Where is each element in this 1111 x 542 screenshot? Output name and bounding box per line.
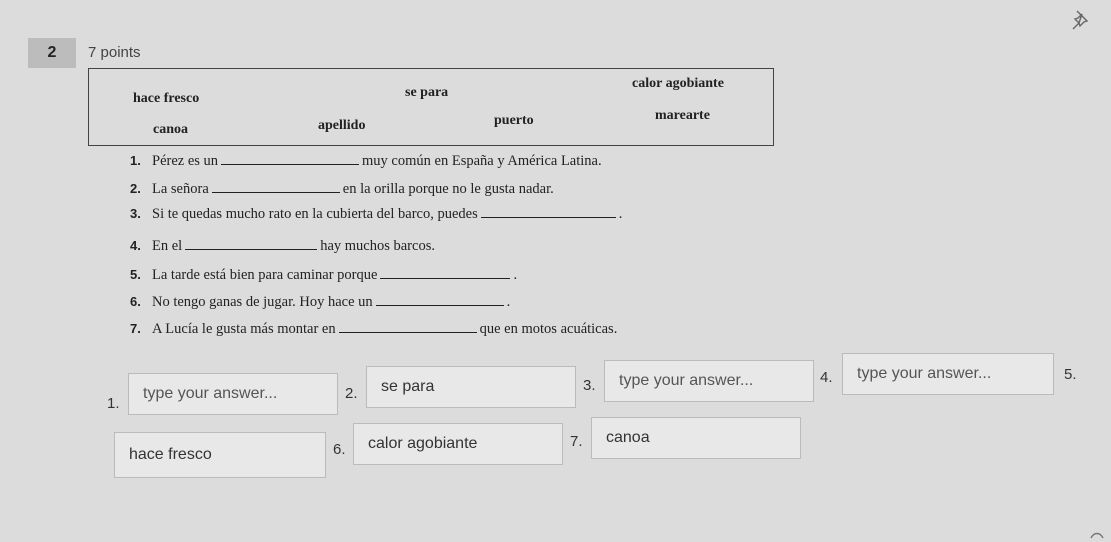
answer-label-6: 6. — [333, 441, 346, 458]
word-bank-item: se para — [405, 85, 449, 100]
sentence-blank — [212, 180, 340, 193]
sentence-4 — [130, 237, 435, 255]
word-bank-item: puerto — [494, 113, 534, 128]
sentence-text: La tarde está bien para caminar porque — [152, 267, 378, 283]
answer-label-4: 4. — [820, 369, 833, 386]
answer-label-3: 3. — [583, 377, 596, 394]
pin-icon — [1088, 524, 1106, 542]
sentence-text: . — [506, 294, 511, 310]
sentence-text: hay muchos barcos. — [320, 238, 435, 254]
sentence-number: 5. — [130, 267, 141, 282]
sentence-text: En el — [152, 238, 183, 254]
word-bank-item: canoa — [153, 122, 188, 137]
answer-input-6[interactable]: calor agobiante — [353, 423, 563, 465]
question-number: 2 — [28, 38, 76, 68]
sentence-number: 6. — [130, 294, 141, 309]
word-bank-item: apellido — [318, 118, 366, 133]
sentence-text: La señora — [152, 181, 209, 197]
sentence-blank — [481, 205, 616, 218]
sentence-2 — [130, 180, 554, 198]
answer-input-2[interactable]: se para — [366, 366, 576, 408]
sentence-text: Pérez es un — [152, 153, 219, 169]
sentence-blank — [376, 293, 504, 306]
sentence-blank — [380, 266, 510, 279]
answer-input-3[interactable]: type your answer... — [604, 360, 814, 402]
question-points: 7 points — [88, 44, 141, 61]
sentence-1 — [130, 152, 602, 170]
sentence-number: 7. — [130, 321, 141, 336]
word-bank-item: marearte — [655, 108, 710, 123]
sentence-text: A Lucía le gusta más montar en — [152, 321, 336, 337]
sentence-number: 3. — [130, 206, 141, 221]
answer-label-1: 1. — [107, 395, 120, 412]
sentence-blank — [185, 237, 317, 250]
answer-label-7: 7. — [570, 433, 583, 450]
sentence-blank — [221, 152, 359, 165]
sentence-text: que en motos acuáticas. — [479, 321, 618, 337]
answer-input-5[interactable]: hace fresco — [114, 432, 326, 478]
answer-label-2: 2. — [345, 385, 358, 402]
sentence-5 — [130, 266, 517, 284]
sentence-blank — [339, 320, 477, 333]
sentence-6 — [130, 293, 510, 311]
sentence-number: 1. — [130, 153, 141, 168]
sentence-text: muy común en España y América Latina. — [362, 153, 602, 169]
word-bank-item: calor agobiante — [632, 76, 724, 91]
sentence-text: . — [618, 206, 623, 222]
sentence-number: 2. — [130, 181, 141, 196]
answer-input-7[interactable]: canoa — [591, 417, 801, 459]
sentence-number: 4. — [130, 238, 141, 253]
sentence-3 — [130, 205, 622, 223]
sentence-text: . — [513, 267, 518, 283]
word-bank — [88, 68, 774, 146]
word-bank-item: hace fresco — [133, 91, 200, 106]
sentence-text: en la orilla porque no le gusta nadar. — [342, 181, 554, 197]
answer-input-4[interactable]: type your answer... — [842, 353, 1054, 395]
sentence-text: No tengo ganas de jugar. Hoy hace un — [152, 294, 373, 310]
sentence-text: Si te quedas mucho rato en la cubierta del barco, puedes — [152, 206, 478, 222]
answer-label-5: 5. — [1064, 366, 1077, 383]
answer-input-1[interactable]: type your answer... — [128, 373, 338, 415]
pin-icon[interactable] — [1068, 8, 1090, 30]
sentence-7 — [130, 320, 617, 338]
